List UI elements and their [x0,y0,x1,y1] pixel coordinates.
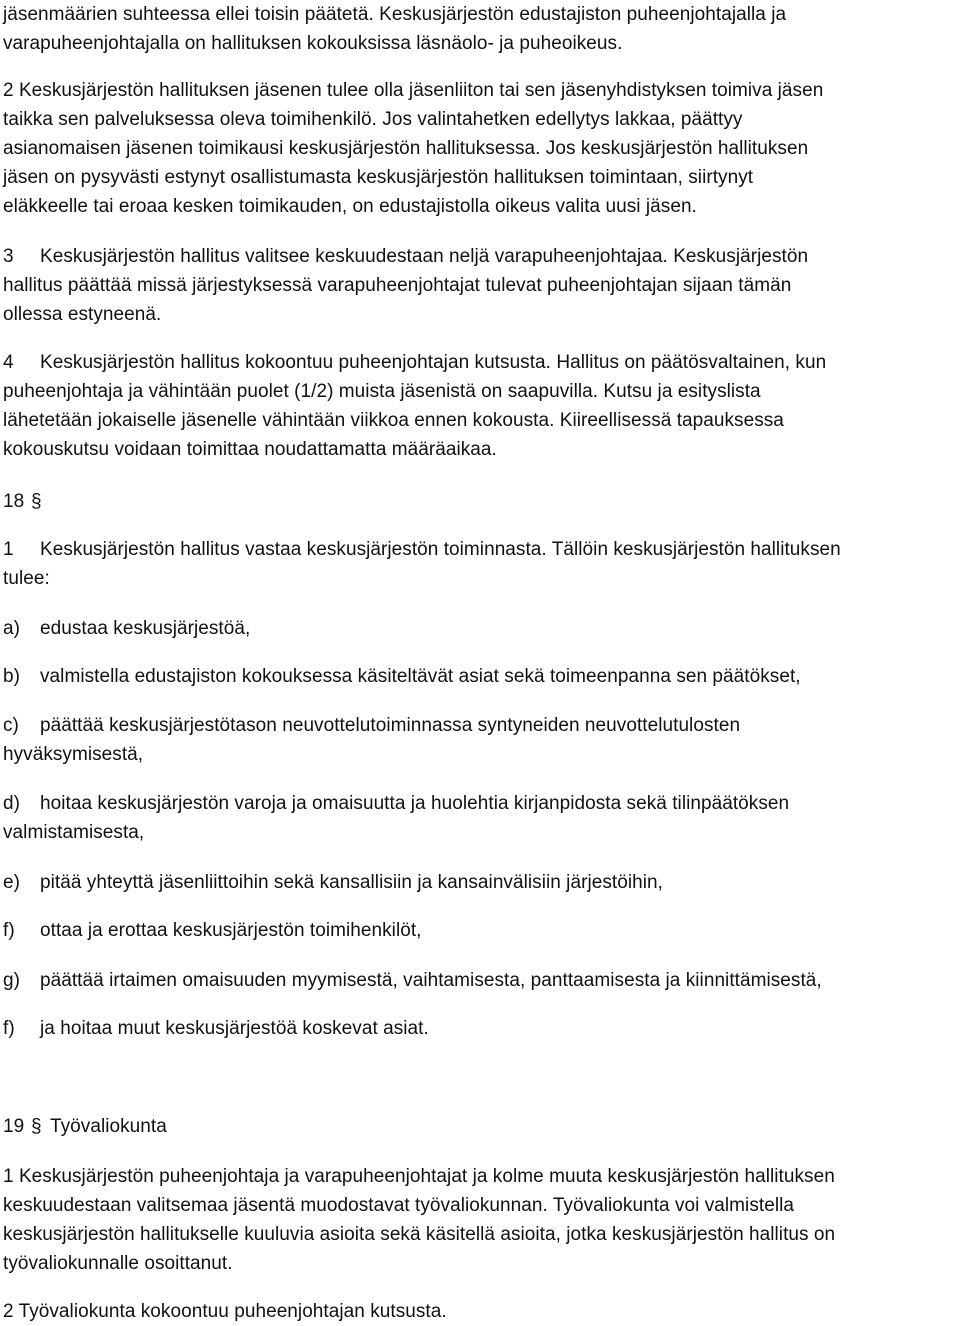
p17-4-line-4: kokouskutsu voidaan toimittaa noudattamatta määräaikaa. [3,439,497,460]
list-item [3,711,740,740]
p17-3-number: 3 [3,246,14,267]
section-19-title: Työvaliokunta [50,1116,167,1137]
list-item [3,1014,429,1043]
list-item-text: päättää irtaimen omaisuuden myymisestä, vaihtamisesta, panttaamisesta ja kiinnittämisestä, [40,970,822,991]
p17-2-line-4: jäsen on pysyvästi estynyt osallistumasta keskusjärjestön hallituksen toimintaan, siirtynyt [3,167,754,188]
p17-3-line-1 [3,242,808,271]
section-18-heading [3,487,45,516]
p17-2-line-2: taikka sen palveluksessa oleva toimihenkilö. Jos valintahetken edellytys lakkaa, päättyy [3,109,743,130]
p17-cont-line-1: jäsenmäärien suhteessa ellei toisin päätetä. Keskusjärjestön edustajiston puheenjohtajalla ja [3,4,787,25]
list-item-text: valmistella edustajiston kokouksessa käsiteltävät asiat sekä toimeenpanna sen päätökset, [40,666,801,687]
p19-1-line-4: työvaliokunnalle osoittanut. [3,1253,233,1274]
p19-1-line-2: keskuudestaan valitsemaa jäsentä muodostavat työvaliokunnan. Työvaliokunta voi valmistella [3,1195,794,1216]
list-item-text: ottaa ja erottaa keskusjärjestön toimihenkilöt, [40,920,422,941]
list-item-continuation: valmistamisesta, [3,822,145,843]
p17-4-number: 4 [3,352,14,373]
list-item [3,916,422,945]
list-item-label: f) [3,920,15,941]
p18-1-text-1: Keskusjärjestön hallitus vastaa keskusjärjestön toiminnasta. Tällöin keskusjärjestön hallituksen [40,539,841,560]
p17-3-line-3: ollessa estyneenä. [3,304,162,325]
section-19-number: 19 [3,1116,25,1137]
p19-2-line-1: 2 Työvaliokunta kokoontuu puheenjohtajan kutsusta. [3,1301,447,1322]
list-item-label: c) [3,715,19,736]
p18-1-line-2: tulee: [3,568,50,589]
list-item-continuation: hyväksymisestä, [3,744,144,765]
list-item-text: hoitaa keskusjärjestön varoja ja omaisuutta ja huolehtia kirjanpidosta sekä tilinpäätöksen [40,793,790,814]
section-18-number: 18 [3,491,25,512]
list-item [3,966,822,995]
list-item-label: b) [3,666,20,687]
list-item-label: e) [3,872,20,893]
section-symbol: § [31,491,42,512]
list-item-label: g) [3,970,20,991]
p18-1-number: 1 [3,539,14,560]
p17-2-line-3: asianomaisen jäsenen toimikausi keskusjärjestön hallituksessa. Jos keskusjärjestön hallituksen [3,138,809,159]
p19-1-line-1: 1 Keskusjärjestön puheenjohtaja ja varapuheenjohtajat ja kolme muuta keskusjärjestön hallituksen [3,1166,835,1187]
list-item [3,662,801,691]
p17-3-line-2: hallitus päättää missä järjestyksessä varapuheenjohtajat tulevat puheenjohtajan sijaan tämän [3,275,792,296]
list-item [3,868,663,897]
p19-1-line-3: keskusjärjestön hallitukselle kuuluvia asioita sekä käsitellä asioita, jotka keskusjärjestön hallitus on [3,1224,836,1245]
p18-1-line-1 [3,535,841,564]
p17-4-line-1 [3,348,826,377]
section-symbol: § [31,1116,42,1137]
p17-4-line-2: puheenjohtaja ja vähintään puolet (1/2) muista jäsenistä on saapuvilla. Kutsu ja esityslista [3,381,761,402]
p17-2-line-1: 2 Keskusjärjestön hallituksen jäsenen tulee olla jäsenliiton tai sen jäsenyhdistyksen toimiva jäsen [3,80,824,101]
p17-cont-line-2: varapuheenjohtajalla on hallituksen kokouksissa läsnäolo- ja puheoikeus. [3,33,623,54]
list-item-label: d) [3,793,20,814]
list-item-text: ja hoitaa muut keskusjärjestöä koskevat asiat. [40,1018,429,1039]
p17-2-line-5: eläkkeelle tai eroaa kesken toimikauden, on edustajistolla oikeus valita uusi jäsen. [3,196,697,217]
list-item [3,789,789,818]
list-item-text: edustaa keskusjärjestöä, [40,618,251,639]
list-item-text: päättää keskusjärjestötason neuvottelutoiminnassa syntyneiden neuvottelutulosten [40,715,741,736]
p17-4-text-1: Keskusjärjestön hallitus kokoontuu puheenjohtajan kutsusta. Hallitus on päätösvaltainen, kun [40,352,827,373]
section-19-heading [3,1112,167,1141]
p17-4-line-3: lähetetään jokaiselle jäsenelle vähintään viikkoa ennen kokousta. Kiireellisessä tapauksessa [3,410,784,431]
list-item [3,614,250,643]
list-item-text: pitää yhteyttä jäsenliittoihin sekä kansallisiin ja kansainvälisiin järjestöihin, [40,872,663,893]
list-item-label: f) [3,1018,15,1039]
list-item-label: a) [3,618,20,639]
p17-3-text-1: Keskusjärjestön hallitus valitsee keskuudestaan neljä varapuheenjohtajaa. Keskusjärjestön [40,246,809,267]
